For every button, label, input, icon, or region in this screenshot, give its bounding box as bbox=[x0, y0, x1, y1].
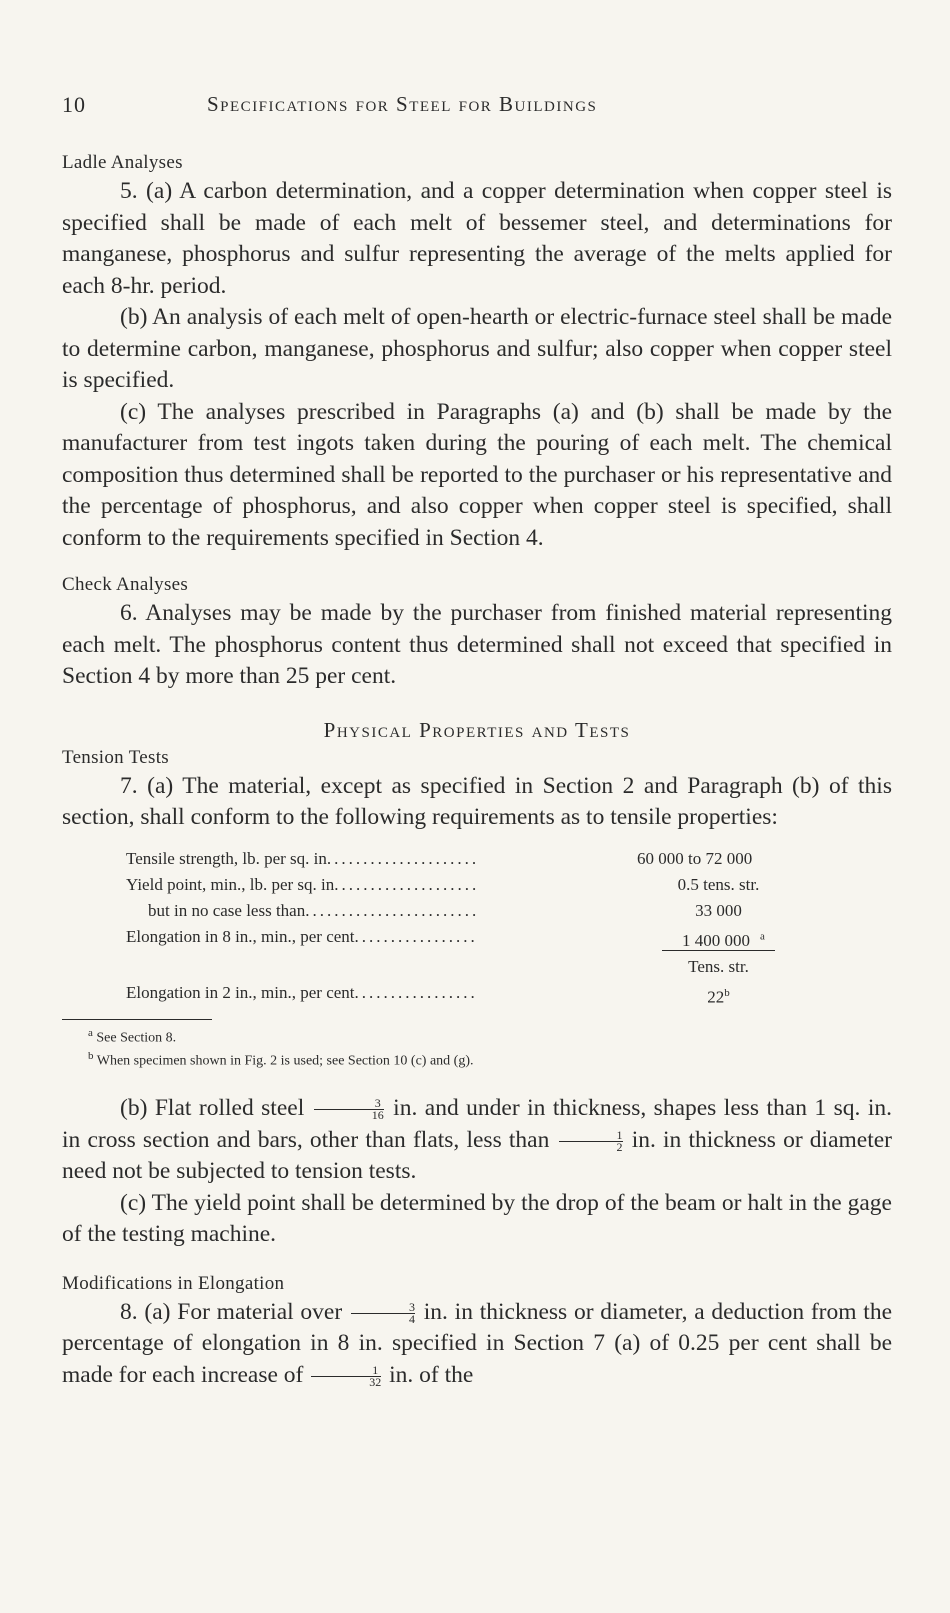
fraction: $\frac{1}{32}$ bbox=[311, 1365, 381, 1388]
footnote: $^b$ When specimen shown in Fig. 2 is used; see Section 10 (c) and (g). bbox=[88, 1050, 474, 1070]
page-content bbox=[62, 150, 892, 1391]
page-number: 10 bbox=[62, 92, 86, 117]
footnote: $^a$ See Section 8. bbox=[88, 1026, 177, 1046]
fraction: $\frac{3}{4}$ bbox=[351, 1302, 415, 1325]
table-row-label: Elongation in 2 in., min., per cent bbox=[126, 983, 355, 1003]
section-heading-physical-properties: Physical Properties and Tests bbox=[323, 717, 631, 742]
table-row: Elongation in 8 in., min., per cent................. 1 400 000 $^a$ bbox=[126, 924, 806, 955]
running-head bbox=[62, 92, 888, 122]
paragraph-5c: (c) The analyses prescribed in Paragraphs (a) and (b) shall be made by the manufacturer from test ingots taken during the pouring of each melt. The chemical composition thus determined shall be reported to the purchaser or his representative and the percentage of phosphorus, and also copper when copper steel is specified, shall conform to the requirements specified in Section 4. bbox=[62, 398, 892, 551]
fraction: $\frac{3}{16}$ bbox=[314, 1098, 384, 1121]
paragraph-7b: (b) Flat rolled steel $\frac{3}{16}$ in. and under in thickness, shapes less than 1 sq. in. in cross section and bars, other than flats, less than $\frac{1}{2}$ in. in thickness or diameter need not be subjected to tension tests. bbox=[62, 1095, 893, 1185]
paragraph-5b: (b) An analysis of each melt of open-hearth or electric-furnace steel shall be made to determine carbon, manganese, phosphorus and sulfur; also copper when copper steel is specified. bbox=[62, 304, 892, 393]
paragraph-5a: 5. (a) A carbon determination, and a copper determination when copper steel is specified shall be made of each melt of bessemer steel, and determinations for manganese, phosphorus and sulfur representing the average of the melts applied for each 8-hr. period. bbox=[62, 178, 892, 299]
table-row-value-denominator: Tens. str. bbox=[688, 957, 749, 977]
table-row-label: Tensile strength, lb. per sq. in bbox=[126, 848, 327, 868]
footnote-marker: a bbox=[760, 930, 765, 943]
table-row-label: but in no case less than bbox=[148, 900, 306, 920]
table-row-value: 60 000 to 72 000 bbox=[637, 848, 753, 868]
paragraph-8a: 8. (a) For material over $\frac{3}{4}$ in. in thickness or diameter, a deduction from the percentage of elongation in 8 in. specified in Section 7 (a) of 0.25 per cent shall be made for each increase of $\frac{1}{32}$ in. of the bbox=[62, 1298, 893, 1389]
paragraph-7c: (c) The yield point shall be determined by the drop of the beam or halt in the gage of the testing machine. bbox=[62, 1189, 892, 1248]
running-title: Specifications for Steel for Buildings bbox=[207, 92, 598, 116]
table-row: Tensile strength, lb. per sq. in..................... 60 000 to 72 000 bbox=[126, 846, 806, 872]
section-heading-modifications-in-elongation: Modifications in Elongation bbox=[62, 1272, 285, 1294]
section-heading-check-analyses: Check Analyses bbox=[62, 574, 189, 595]
tensile-requirements-table bbox=[126, 846, 806, 1011]
table-row: Elongation in 2 in., min., per cent................. 22$^b$ bbox=[126, 983, 730, 1007]
footnote-divider bbox=[62, 1019, 212, 1020]
paragraph-6: 6. Analyses may be made by the purchaser from finished material representing each melt. The phosphorus content thus determined shall not exceed that specified in Section 4 by more than 25 per cent. bbox=[62, 600, 892, 689]
table-row-value: 33 000 bbox=[695, 900, 742, 920]
footnote-marker: b bbox=[724, 987, 730, 1000]
table-row-label: Yield point, min., lb. per sq. in bbox=[126, 874, 335, 894]
table-row-label: Elongation in 8 in., min., per cent bbox=[126, 926, 355, 946]
section-heading-ladle-analyses: Ladle Analyses bbox=[62, 152, 183, 173]
table-row-value: 1 400 000 bbox=[672, 931, 760, 951]
table-row: but in no case less than........................ 33 000 bbox=[126, 898, 806, 924]
fraction: $\frac{1}{2}$ bbox=[559, 1130, 623, 1153]
table-row-value: 0.5 tens. str. bbox=[677, 874, 760, 894]
table-row bbox=[126, 954, 806, 980]
table-row-value: 22 bbox=[707, 987, 725, 1007]
table-row: Yield point, min., lb. per sq. in.................... 0.5 tens. str. bbox=[126, 872, 806, 898]
paragraph-7a: 7. (a) The material, except as specified in Section 2 and Paragraph (b) of this section, shall conform to the following requirements as to tensile properties: bbox=[62, 772, 892, 830]
section-heading-tension-tests: Tension Tests bbox=[62, 746, 169, 768]
